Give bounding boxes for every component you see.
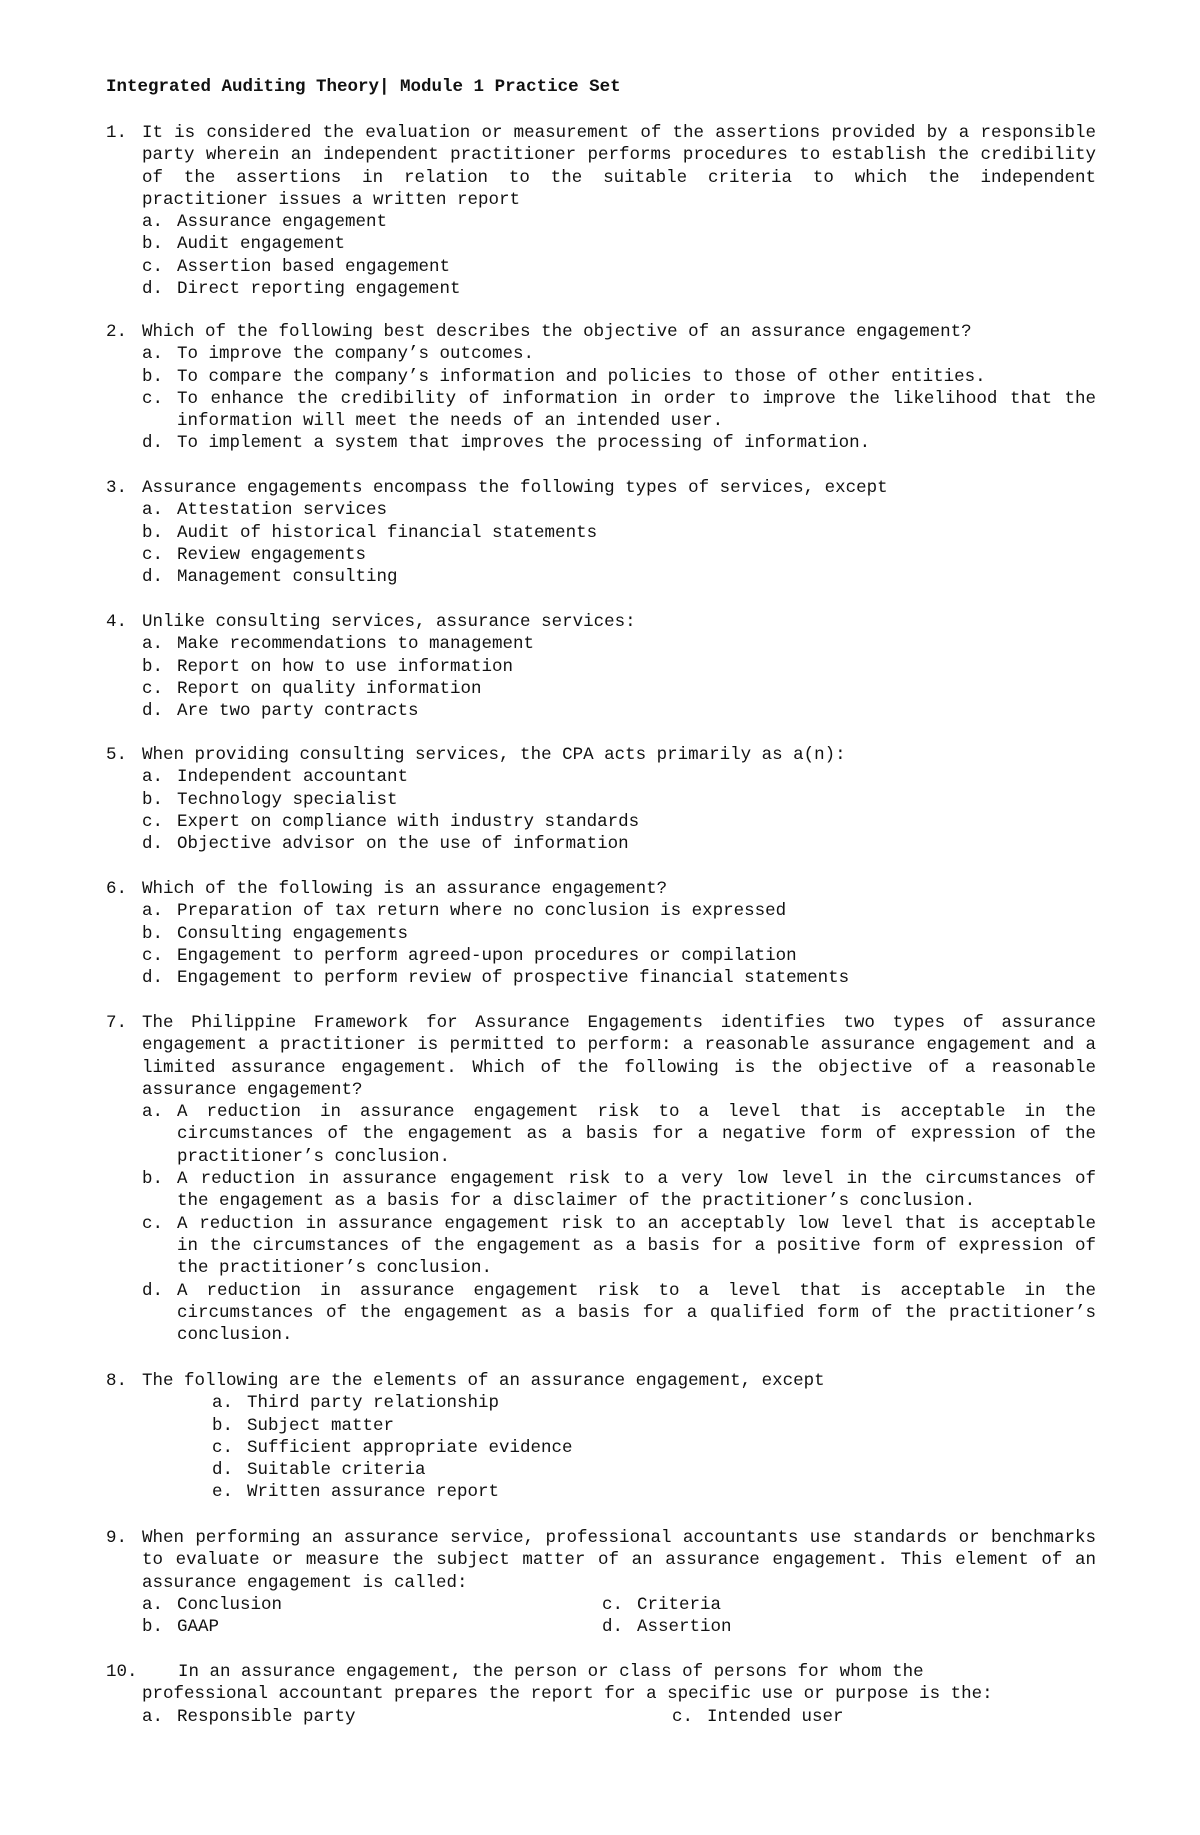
question-4: [106, 611, 1096, 722]
question-number: 4.: [106, 612, 128, 632]
choice-letter: b.: [142, 923, 164, 944]
choice-text: Independent accountant: [177, 767, 409, 788]
choice-item: [142, 343, 1096, 365]
choice-list: [142, 900, 1096, 989]
choice-letter: b.: [212, 1415, 234, 1436]
choice-text: Third party relationship: [247, 1393, 500, 1414]
choice-text: Consulting engagements: [177, 923, 409, 944]
choice-text: Assurance engagement: [177, 212, 388, 233]
choice-text: Review engagements: [177, 544, 367, 565]
question-2: [106, 321, 1096, 455]
question-5: [106, 744, 1096, 855]
choice-letter: d.: [212, 1460, 234, 1481]
choice-list: [142, 211, 1096, 300]
choice-text: Audit of historical financial statements: [177, 522, 598, 543]
choice-grid: [142, 1706, 1096, 1728]
choice-item: [142, 900, 1096, 922]
choice-letter: d.: [142, 701, 164, 722]
choice-grid: [142, 1594, 1096, 1639]
choice-letter: a.: [142, 500, 164, 521]
choice-letter: a.: [142, 1102, 164, 1123]
choice-item: [142, 811, 1096, 833]
choice-item: [602, 1616, 1062, 1638]
choice-item: [142, 633, 1096, 655]
choice-list: [142, 499, 1096, 588]
choice-letter: c.: [142, 945, 164, 966]
choice-text: Audit engagement: [177, 234, 346, 255]
choice-item: [142, 522, 1096, 544]
choice-item: [142, 656, 1096, 678]
choice-item: [142, 278, 1096, 300]
question-7: [106, 1012, 1096, 1346]
choice-text: To implement a system that improves the processing of information.: [177, 433, 871, 454]
choice-item: [212, 1437, 1096, 1459]
choice-letter: a.: [142, 212, 164, 233]
question-text: When providing consulting services, the CPA acts primarily as a(n):: [142, 745, 846, 765]
question-number: 8.: [106, 1371, 128, 1391]
choice-letter: d.: [602, 1617, 624, 1638]
choice-item: [142, 233, 1096, 255]
choice-text: A reduction in assurance engagement risk to a very low level in the circumstances of the engagement as a basis for a disclaimer of the practitioner’s conclusion.: [177, 1169, 1096, 1212]
question-text: Assurance engagements encompass the following types of services, except: [142, 478, 888, 498]
question-9: [106, 1527, 1096, 1638]
choice-letter: c.: [672, 1706, 694, 1727]
choice-letter: b.: [142, 656, 164, 677]
question-10: [106, 1661, 1096, 1728]
question-text: The Philippine Framework for Assurance Engagements identifies two types of assurance engagement a practitioner is permitted to perform: a reasonable assurance engagement and a limited assurance engagement. Which of the following is the objective of a reasonable assurance engagement?: [142, 1013, 1096, 1100]
question-number: 1.: [106, 123, 128, 143]
choice-list: [142, 633, 1096, 722]
choice-item: [142, 700, 1096, 722]
question-stem-first-line: [106, 1661, 1096, 1683]
choice-text: GAAP: [177, 1617, 220, 1638]
question-number: 9.: [106, 1528, 128, 1548]
question-number: 2.: [106, 322, 128, 342]
choice-letter: a.: [142, 767, 164, 788]
choice-letter: c.: [142, 544, 164, 565]
question-text: Which of the following best describes the objective of an assurance engagement?: [142, 322, 972, 342]
choice-text: Responsible party: [177, 1706, 356, 1727]
choice-list: [142, 343, 1096, 454]
choice-item: [212, 1459, 1096, 1481]
choice-list: [212, 1392, 1096, 1503]
choice-item: [142, 789, 1096, 811]
question-stem: [106, 321, 1096, 343]
choice-letter: c.: [142, 811, 164, 832]
choice-letter: c.: [142, 388, 164, 409]
question-text: Which of the following is an assurance engagement?: [142, 879, 668, 899]
choice-item: [142, 1616, 602, 1638]
choice-letter: a.: [142, 344, 164, 365]
choice-text: A reduction in assurance engagement risk to a level that is acceptable in the circumstances of the engagement as a basis for a qualified form of the practitioner’s conclusion.: [177, 1280, 1096, 1346]
choice-letter: b.: [142, 1169, 164, 1190]
question-stem: [106, 744, 1096, 766]
choice-letter: d.: [142, 433, 164, 454]
question-stem: [106, 1012, 1096, 1101]
choice-item: [142, 1101, 1096, 1168]
choice-text: Objective advisor on the use of information: [177, 834, 629, 855]
question-number: 7.: [106, 1013, 128, 1033]
choice-text: Intended user: [707, 1706, 844, 1727]
choice-text: Assertion based engagement: [177, 256, 451, 277]
choice-item: [142, 366, 1096, 388]
choice-text: Attestation services: [177, 500, 388, 521]
question-text: It is considered the evaluation or measurement of the assertions provided by a responsible party wherein an independent practitioner performs procedures to establish the credibility of the assertions in relation to the suitable criteria to which the independent practitioner issues a written report: [142, 123, 1096, 210]
question-number: 10.: [106, 1662, 138, 1682]
choice-item: [142, 1594, 602, 1616]
question-stem: [106, 477, 1096, 499]
choice-letter: b.: [142, 522, 164, 543]
choice-letter: e.: [212, 1482, 234, 1503]
choice-text: Are two party contracts: [177, 701, 419, 722]
choice-item: [142, 544, 1096, 566]
question-stem: [106, 611, 1096, 633]
choice-letter: b.: [142, 234, 164, 255]
choice-letter: d.: [142, 968, 164, 989]
choice-item: [212, 1481, 1096, 1503]
question-stem: [106, 878, 1096, 900]
choice-item: [142, 388, 1096, 433]
choice-list: [142, 766, 1096, 855]
choice-text: A reduction in assurance engagement risk to a level that is acceptable in the circumstances of the engagement as a basis for a negative form of expression of the practitioner’s conclusion.: [177, 1102, 1096, 1167]
question-number: 3.: [106, 478, 128, 498]
choice-text: Engagement to perform review of prospective financial statements: [177, 968, 850, 989]
choice-item: [142, 967, 1096, 989]
choice-text: Conclusion: [177, 1594, 283, 1615]
question-text: The following are the elements of an assurance engagement, except: [142, 1371, 825, 1391]
question-number: 6.: [106, 879, 128, 899]
choice-item: [142, 499, 1096, 521]
choice-item: [142, 1706, 672, 1728]
choice-item: [212, 1392, 1096, 1414]
choice-item: [142, 1168, 1096, 1213]
choice-text: Written assurance report: [247, 1482, 500, 1503]
choice-item: [142, 678, 1096, 700]
choice-text: A reduction in assurance engagement risk to an acceptably low level that is acceptable in the circumstances of the engagement as a basis for a positive form of expression of the practitioner’s conclusion.: [177, 1213, 1096, 1279]
choice-text: To compare the company’s information and policies to those of other entities.: [177, 366, 986, 387]
choice-text: Suitable criteria: [247, 1460, 426, 1481]
choice-text: Technology specialist: [177, 789, 398, 810]
choice-letter: d.: [142, 1280, 164, 1301]
choice-item: [142, 566, 1096, 588]
question-stem: [106, 1527, 1096, 1594]
choice-text: Report on quality information: [177, 678, 482, 699]
choice-letter: c.: [142, 256, 164, 277]
choice-text: Management consulting: [177, 567, 398, 588]
choice-letter: d.: [142, 834, 164, 855]
choice-item: [142, 766, 1096, 788]
choice-text: Direct reporting engagement: [177, 279, 461, 300]
choice-letter: c.: [142, 1213, 164, 1234]
choice-letter: b.: [142, 1617, 164, 1638]
choice-item: [672, 1706, 1092, 1728]
choice-letter: a.: [142, 634, 164, 655]
choice-list: [142, 1101, 1096, 1346]
question-number: 5.: [106, 745, 128, 765]
choice-item: [142, 833, 1096, 855]
choice-letter: a.: [212, 1393, 234, 1414]
choice-text: Subject matter: [247, 1415, 395, 1436]
choice-text: Criteria: [637, 1594, 722, 1615]
choice-letter: b.: [142, 366, 164, 387]
question-stem: [106, 1661, 1096, 1706]
choice-text: Engagement to perform agreed-upon procedures or compilation: [177, 945, 797, 966]
choice-item: [142, 211, 1096, 233]
question-1: [106, 122, 1096, 300]
question-6: [106, 878, 1096, 989]
choice-letter: c.: [212, 1437, 234, 1458]
question-3: [106, 477, 1096, 588]
choice-letter: a.: [142, 1594, 164, 1615]
choice-letter: c.: [602, 1594, 624, 1615]
choice-text: Expert on compliance with industry standards: [177, 811, 640, 832]
question-text: Unlike consulting services, assurance services:: [142, 612, 636, 632]
choice-item: [212, 1415, 1096, 1437]
document-title: Integrated Auditing Theory| Module 1 Practice Set: [106, 77, 621, 97]
choice-text: Make recommendations to management: [177, 634, 535, 655]
question-stem: [106, 1370, 1096, 1392]
choice-item: [142, 256, 1096, 278]
choice-item: [142, 1280, 1096, 1347]
choice-text: Assertion: [637, 1617, 732, 1638]
choice-letter: d.: [142, 567, 164, 588]
choice-text: Preparation of tax return where no conclusion is expressed: [177, 901, 787, 922]
choice-item: [142, 923, 1096, 945]
choice-item: [142, 432, 1096, 454]
choice-letter: b.: [142, 789, 164, 810]
choice-text: Sufficient appropriate evidence: [247, 1437, 573, 1458]
question-text-continued: professional accountant prepares the report for a specific use or purpose is the:: [142, 1684, 993, 1705]
choice-letter: c.: [142, 678, 164, 699]
choice-letter: d.: [142, 279, 164, 300]
choice-item: [602, 1594, 1062, 1616]
question-8: [106, 1370, 1096, 1504]
choice-letter: a.: [142, 901, 164, 922]
question-text: When performing an assurance service, professional accountants use standards or benchmarks to evaluate or measure the subject matter of an assurance engagement. This element of an assurance engagement is called:: [142, 1528, 1096, 1593]
question-text: In an assurance engagement, the person or class of persons for whom the: [178, 1662, 924, 1682]
choice-text: To enhance the credibility of information in order to improve the likelihood that the information will meet the needs of an intended user.: [177, 388, 1096, 432]
choice-text: Report on how to use information: [177, 656, 514, 677]
choice-text: To improve the company’s outcomes.: [177, 344, 535, 365]
question-stem: [106, 122, 1096, 211]
choice-item: [142, 945, 1096, 967]
choice-item: [142, 1213, 1096, 1280]
choice-letter: a.: [142, 1706, 164, 1727]
